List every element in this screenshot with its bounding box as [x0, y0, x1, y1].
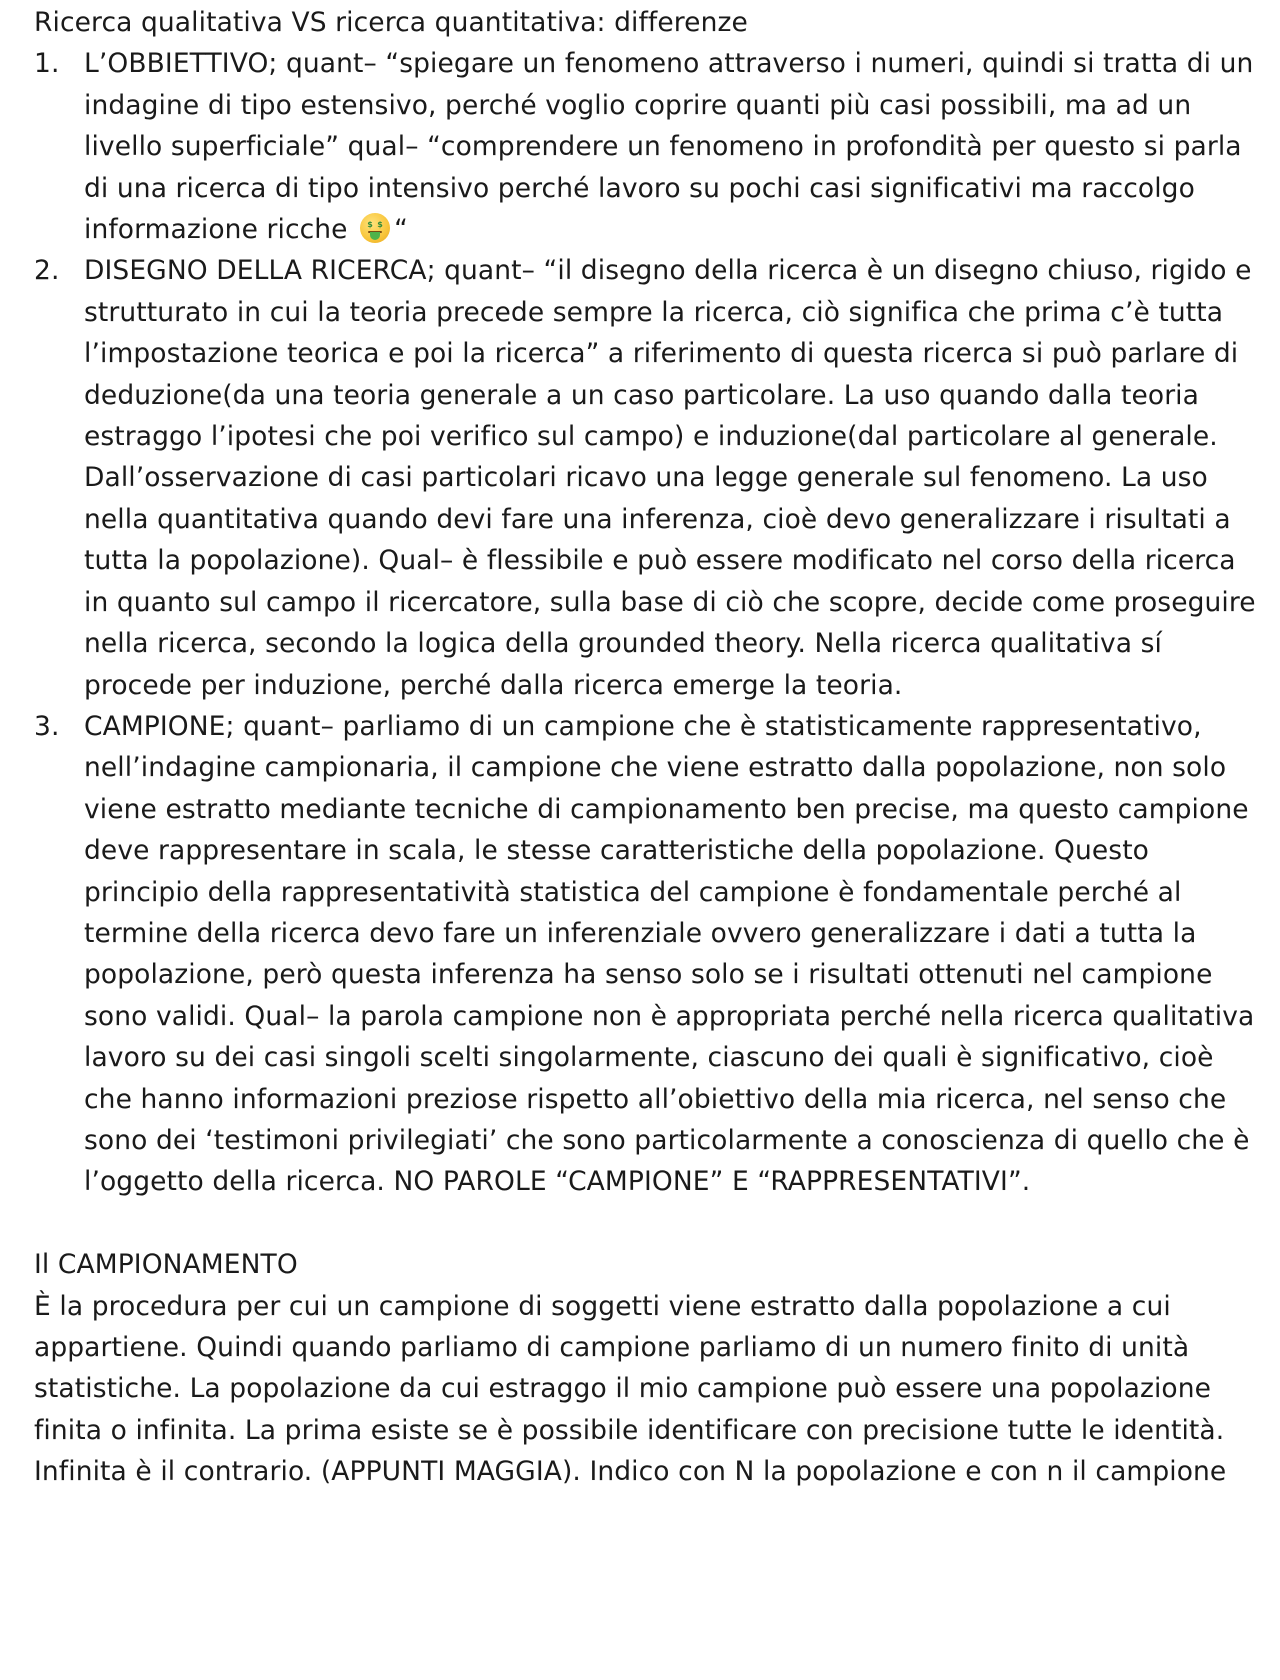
- list-item-text: L’OBBIETTIVO; quant– “spiegare un fenomeno attraverso i numeri, quindi si tratta di un indagine di tipo estensivo, perché voglio coprire quanti più casi possibili, ma ad un livello superficiale” qual– “comprendere un fenomeno in profondità per questo si parla di una ricerca di tipo intensivo perché lavoro su pochi casi significativi ma raccolgo informazione ricche: [84, 48, 1254, 246]
- list-item-text: DISEGNO DELLA RICERCA; quant– “il disegno della ricerca è un disegno chiuso, rigido e strutturato in cui la teoria precede sempre la ricerca, ciò significa che prima c’è tutta l’impostazione teorica e poi la ricerca” a riferimento di questa ricerca si può parlare di deduzione(da una teoria generale a un caso particolare. La uso quando dalla teoria estraggo l’ipotesi che poi verifico sul campo) e induzione(dal particolare al generale. Dall’osservazione di casi particolari ricavo una legge generale sul fenomeno. La uso nella quantitativa quando devi fare una inferenza, cioè devo generalizzare i risultati a tutta la popolazione). Qual– è flessibile e può essere modificato nel corso della ricerca in quanto sul campo il ricercatore, sulla base di ciò che scopre, decide come proseguire nella ricerca, secondo la logica della grounded theory. Nella ricerca qualitativa sí procede per induzione, perché dalla ricerca emerge la teoria.: [84, 255, 1256, 701]
- list-item-number: 1.: [34, 48, 60, 80]
- money-mouth-face-icon: $ $: [360, 213, 390, 243]
- differences-list: [34, 43, 1259, 1202]
- list-item-text: CAMPIONE; quant– parliamo di un campione che è statisticamente rappresentativo, nell’indagine campionaria, il campione che viene estratto dalla popolazione, non solo viene estratto mediante tecniche di campionamento ben precise, ma questo campione deve rappresentare in scala, le stesse caratteristiche della popolazione. Questo principio della rappresentatività statistica del campione è fondamentale perché al termine della ricerca devo fare un inferenziale ovvero generalizzare i dati a tutta la popolazione, però questa inferenza ha senso solo se i risultati ottenuti nel campione sono validi. Qual– la parola campione non è appropriata perché nella ricerca qualitativa lavoro su dei casi singoli scelti singolarmente, ciascuno dei quali è significativo, cioè che hanno informazioni preziose rispetto all’obiettivo della mia ricerca, nel senso che sono dei ‘testimoni privilegiati’ che sono particolarmente a conoscienza di quello che è l’oggetto della ricerca. NO PAROLE “CAMPIONE” E “RAPPRESENTATIVI”.: [84, 710, 1255, 1198]
- paragraph-spacer: [34, 1203, 1259, 1244]
- list-item: [34, 250, 1259, 705]
- list-item: [34, 706, 1259, 1203]
- section-body: È la procedura per cui un campione di soggetti viene estratto dalla popolazione a cui appartiene. Quindi quando parliamo di campione parliamo di un numero finito di unità statistiche. La popolazione da cui estraggo il mio campione può essere una popolazione finita o infinita. La prima esiste se è possibile identificare con precisione tutte le identità. Infinita è il contrario. (APPUNTI MAGGIA). Indico con N la popolazione e con n il campione: [34, 1290, 1227, 1488]
- document-page: [34, 2, 1259, 1493]
- list-item-number: 3.: [34, 710, 60, 742]
- list-item: [34, 43, 1259, 250]
- list-item-number: 2.: [34, 255, 60, 287]
- section-title: Il CAMPIONAMENTO: [34, 1249, 298, 1281]
- document-title: Ricerca qualitativa VS ricerca quantitativa: differenze: [34, 7, 748, 38]
- list-item-text-end: “: [394, 214, 408, 246]
